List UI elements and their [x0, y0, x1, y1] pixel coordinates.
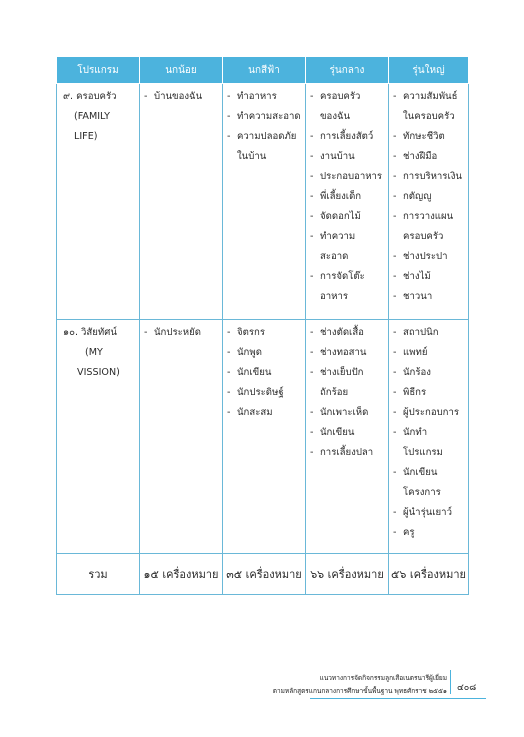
list-item: - การบริหารเงิน: [393, 167, 468, 187]
list-item: - การวางแผน ครอบครัว: [393, 207, 468, 247]
list-item: - พิธีกร: [393, 383, 468, 403]
program-name: ๙. ครอบครัว: [63, 91, 117, 102]
list-item: - กตัญญู: [393, 187, 468, 207]
nok-si-fa-cell: [223, 84, 306, 320]
header-program: โปรแกรม: [57, 57, 140, 84]
program-cell: [57, 84, 140, 320]
table-row: [57, 320, 469, 554]
nok-noi-cell: [140, 320, 223, 554]
list-item: - ความปลอดภัย ในบ้าน: [227, 127, 305, 167]
total-run-klang: ๖๖ เครื่องหมาย: [306, 554, 389, 595]
list-item: - ช่างทอสาน: [310, 343, 388, 363]
list-item: - นักเขียน: [310, 423, 388, 443]
list-item: - ทักษะชีวิต: [393, 127, 468, 147]
header-nok-si-fa: นกสีฟ้า: [223, 57, 306, 84]
list-item: - ทำความ สะอาด: [310, 227, 388, 267]
run-klang-cell: [306, 84, 389, 320]
program-name: ๑๐. วิสัยทัศน์: [63, 327, 117, 338]
total-row: [57, 554, 469, 595]
list-item: - นักเขียน โครงการ: [393, 463, 468, 503]
list-item: - การเลี้ยงสัตว์: [310, 127, 388, 147]
total-nok-si-fa: ๓๕ เครื่องหมาย: [223, 554, 306, 595]
program-english-name: (MY: [85, 347, 103, 358]
list-item: - นักทำ โปรแกรม: [393, 423, 468, 463]
list-item: - บ้านของฉัน: [144, 87, 222, 107]
list-item: - ครู: [393, 523, 468, 543]
list-item: - งานบ้าน: [310, 147, 388, 167]
header-run-yai: รุ่นใหญ่: [389, 57, 469, 84]
list-item: - ทำความสะอาด: [227, 107, 305, 127]
table-header-row: [57, 57, 469, 84]
list-item: - นักสะสม: [227, 403, 305, 423]
program-english-name: (FAMILY LIFE): [74, 111, 110, 142]
list-item: - ประกอบอาหาร: [310, 167, 388, 187]
list-item: - นักร้อง: [393, 363, 468, 383]
list-item: - ช่างตัดเสื้อ: [310, 323, 388, 343]
list-item: - การจัดโต๊ะ อาหาร: [310, 267, 388, 307]
list-item: - จิตรกร: [227, 323, 305, 343]
list-item: - นักพูด: [227, 343, 305, 363]
list-item: - นักเขียน: [227, 363, 305, 383]
list-item: - ชาวนา: [393, 287, 468, 307]
list-item: - สถาปนิก: [393, 323, 468, 343]
footer-rule: [310, 698, 486, 699]
nok-si-fa-cell: [223, 320, 306, 554]
total-label: รวม: [57, 554, 140, 595]
program-table: [56, 56, 469, 595]
list-item: - ครอบครัว ของฉัน: [310, 87, 388, 127]
footer-divider: [450, 670, 451, 694]
list-item: - ผู้ประกอบการ: [393, 403, 468, 423]
list-item: - ทำอาหาร: [227, 87, 305, 107]
list-item: - ช่างฝีมือ: [393, 147, 468, 167]
page-number: ๔๐๘: [457, 683, 477, 693]
program-english-name-cont: VISSION): [77, 367, 120, 378]
list-item: - การเลี้ยงปลา: [310, 443, 388, 463]
run-yai-cell: [389, 84, 469, 320]
program-cell: [57, 320, 140, 554]
nok-noi-cell: [140, 84, 223, 320]
list-item: - นักประดิษฐ์: [227, 383, 305, 403]
run-yai-cell: [389, 320, 469, 554]
list-item: - ความสัมพันธ์ ในครอบครัว: [393, 87, 468, 127]
list-item: - จัดดอกไม้: [310, 207, 388, 227]
list-item: - ผู้นำรุ่นเยาว์: [393, 503, 468, 523]
list-item: - ช่างประปา: [393, 247, 468, 267]
total-nok-noi: ๑๕ เครื่องหมาย: [140, 554, 223, 595]
header-run-klang: รุ่นกลาง: [306, 57, 389, 84]
list-item: - นักเพาะเห็ด: [310, 403, 388, 423]
run-klang-cell: [306, 320, 389, 554]
list-item: - นักประหยัด: [144, 323, 222, 343]
footer-book-subtitle: ตามหลักสูตรแกนกลางการศึกษาขั้นพื้นฐาน พุทธศักราช ๒๕๕๑: [272, 687, 447, 695]
list-item: - ช่างไม้: [393, 267, 468, 287]
list-item: - พี่เลี้ยงเด็ก: [310, 187, 388, 207]
header-nok-noi: นกน้อย: [140, 57, 223, 84]
table-row: [57, 84, 469, 320]
list-item: - แพทย์: [393, 343, 468, 363]
footer-book-title: แนวทางการจัดกิจกรรมลูกเสือเนตรนารีผู้เยี่ยม: [319, 674, 447, 682]
list-item: - ช่างเย็บปัก ถักร้อย: [310, 363, 388, 403]
total-run-yai: ๕๖ เครื่องหมาย: [389, 554, 469, 595]
